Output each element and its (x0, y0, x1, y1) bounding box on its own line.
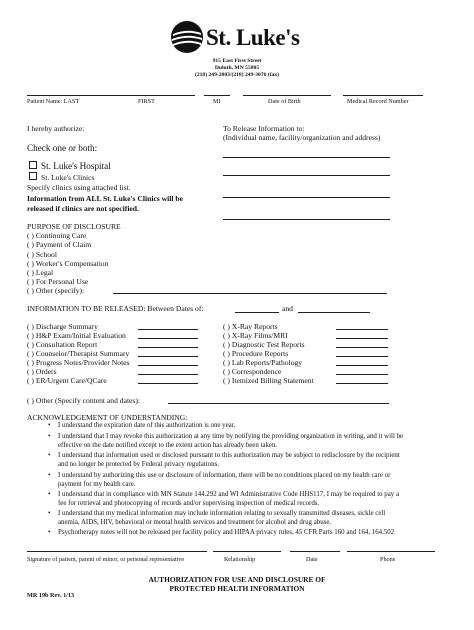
ack-item (58, 528, 394, 537)
bullet-icon: • (48, 451, 51, 459)
ack-line: I understand that my medical information may include information relating to sexually transmitted diseases, sickle cell (58, 510, 386, 517)
ack-line: effective on the date notified except to the extent action has already been taken. (58, 442, 278, 449)
signature-label: Signature of patient, parent of minor, or personal representative (27, 556, 185, 563)
left-date-line[interactable] (138, 356, 198, 357)
right-date-line[interactable] (336, 374, 388, 375)
release-item-left[interactable]: ( ) Consultation Report (27, 340, 98, 349)
revision-label: MR 19b Rev. 1/13 (27, 592, 75, 599)
release-item-left[interactable]: ( ) Counselor/Therapist Summary (27, 349, 130, 358)
label-mrn: Medical Record Number (347, 98, 409, 105)
date-line[interactable] (290, 551, 340, 552)
phone-label: Phone (380, 556, 396, 563)
clinics-checkbox[interactable] (29, 172, 37, 180)
right-date-line[interactable] (336, 365, 388, 366)
clinics-label: St. Luke's Clinics (41, 173, 95, 182)
st-lukes-logo-icon (170, 20, 204, 54)
label-mi: MI (213, 98, 221, 105)
ack-line: I understand the expiration date of this authorization is one year. (58, 422, 236, 429)
right-date-line[interactable] (336, 356, 388, 357)
date-to-line[interactable] (298, 312, 370, 313)
phone-line-field[interactable] (347, 551, 435, 552)
ack-item (58, 432, 403, 450)
mrn-line[interactable] (343, 95, 423, 96)
label-first: FIRST (138, 98, 155, 105)
release-item-right[interactable]: ( ) Correspondence (223, 367, 282, 376)
release-to-sub: (Individual name, facility/organization and address) (223, 133, 381, 142)
check-one-label: Check one or both: (27, 143, 98, 153)
release-to-line-4[interactable] (223, 219, 390, 220)
hospital-checkbox[interactable] (29, 161, 37, 169)
and-label: and (282, 304, 293, 313)
ack-line: payment for my health care. (58, 481, 136, 488)
label-last: Patient Name: LAST (27, 98, 80, 105)
bullet-icon: • (48, 490, 51, 498)
release-other[interactable]: ( ) Other (Specify content and dates): (27, 396, 141, 405)
bullet-icon: • (48, 421, 51, 429)
info-release-heading: INFORMATION TO BE RELEASED: Between Dates of: (27, 304, 204, 313)
hospital-option[interactable] (29, 161, 111, 171)
info-all-line-1: Information from ALL St. Luke's Clinics will be (27, 194, 183, 203)
patient-name-line[interactable] (27, 95, 195, 96)
relationship-line[interactable] (213, 551, 281, 552)
release-to-line-1[interactable] (223, 157, 390, 158)
release-item-left[interactable]: ( ) Discharge Summary (27, 322, 98, 331)
purpose-item[interactable]: ( ) School (27, 250, 57, 259)
label-dob: Date of Birth (268, 98, 301, 105)
ack-heading: ACKNOWLEDGEMENT OF UNDERSTANDING: (27, 413, 188, 422)
signature-line[interactable] (27, 551, 207, 552)
purpose-item[interactable]: ( ) Continuing Care (27, 231, 87, 240)
left-date-line[interactable] (138, 338, 198, 339)
hospital-label: St. Luke's Hospital (41, 161, 111, 171)
release-item-right[interactable]: ( ) Lab Reports/Pathology (223, 358, 303, 367)
left-date-line[interactable] (138, 383, 198, 384)
phone-line: (218) 249-2003/(218) 249-3076 (fax) (194, 72, 280, 78)
ack-line: anemia, AIDS, HIV, behavioral or mental health services and treatment for alcohol and drug abuse. (58, 519, 332, 526)
release-item-right[interactable]: ( ) Itemized Billing Statement (223, 376, 314, 385)
purpose-heading: PURPOSE OF DISCLOSURE (27, 222, 121, 231)
right-date-line[interactable] (336, 329, 388, 330)
left-date-line[interactable] (138, 329, 198, 330)
release-to-label: To Release Information to: (223, 124, 305, 133)
right-date-line[interactable] (336, 338, 388, 339)
ack-line: I understand that information used or disclosed pursuant to this authorization may be subject to redisclosure by the recipient (58, 452, 400, 459)
ack-item (58, 509, 385, 527)
ack-item (58, 421, 235, 430)
release-to-line-2[interactable] (223, 175, 390, 176)
ack-item (58, 490, 399, 508)
date-label: Date (306, 556, 318, 563)
release-item-right[interactable]: ( ) X-Ray Films/MRI (223, 331, 288, 340)
bullet-icon: • (48, 509, 51, 517)
left-date-line[interactable] (138, 347, 198, 348)
bullet-icon: • (48, 432, 51, 440)
specify-clinics: Specify clinics using attached list. (27, 183, 131, 192)
ack-line: I understand that I may revoke this authorization at any time by notifying the providing organization in writing, and it will be (58, 433, 404, 440)
mi-line[interactable] (204, 95, 230, 96)
release-item-left[interactable]: ( ) Orders (27, 367, 57, 376)
ack-item (58, 451, 400, 469)
release-item-left[interactable]: ( ) ER/Urgent Care/QCare (27, 376, 107, 385)
relationship-label: Relationship (224, 556, 256, 563)
ack-item (58, 471, 390, 489)
left-date-line[interactable] (138, 365, 198, 366)
brand-name: St. Luke's (206, 25, 300, 50)
right-date-line[interactable] (336, 347, 388, 348)
hereby-authorize: I hereby authorize: (27, 124, 85, 133)
date-from-line[interactable] (235, 312, 279, 313)
form-title-line-2: PROTECTED HEALTH INFORMATION (169, 584, 305, 593)
ack-line: I understand by authorizing this use or disclosure of information, there will be no conditions placed on my health care or (58, 472, 391, 479)
ack-line: Psychotherapy notes will not be released per facility policy and HIPAA privacy rules, 45 CFR Parts 160 and 164, 164.502 (58, 529, 395, 536)
bullet-icon: • (48, 471, 51, 479)
clinics-option[interactable] (29, 172, 94, 182)
release-to-line-3[interactable] (223, 197, 390, 198)
info-all-line-2: released if clinics are not specified. (27, 204, 139, 213)
ack-line: fee for retrieval and photocopying of records and/or supervising inspection of medical records. (58, 500, 320, 507)
release-item-left[interactable]: ( ) H&P Exam/Initial Evaluation (27, 331, 126, 340)
left-date-line[interactable] (138, 374, 198, 375)
purpose-item[interactable]: ( ) Legal (27, 268, 54, 277)
release-item-left[interactable]: ( ) Progress Notes/Provider Notes (27, 358, 130, 367)
ack-line: and no longer be protected by Federal privacy regulations. (58, 461, 219, 468)
address-line-2: Duluth, MN 55805 (214, 65, 260, 71)
release-item-right[interactable]: ( ) Diagnostic Test Reports (223, 340, 305, 349)
release-item-right[interactable]: ( ) X-Ray Reports (223, 322, 278, 331)
bullet-icon: • (48, 528, 51, 536)
right-date-line[interactable] (336, 383, 388, 384)
release-other-line[interactable] (168, 403, 389, 404)
purpose-item[interactable]: ( ) For Personal Use (27, 277, 89, 286)
address-line-1: 915 East First Street (212, 58, 262, 64)
ack-line: I understand that in compliance with MN Statute 144.292 and WI Administrative Code HHS117, I may be required to pay a (58, 491, 400, 498)
release-item-right[interactable]: ( ) Procedure Reports (223, 349, 289, 358)
purpose-item[interactable]: ( ) Other (specify): (27, 286, 85, 295)
dob-line[interactable] (243, 95, 331, 96)
purpose-item[interactable]: ( ) Payment of Claim (27, 240, 92, 249)
purpose-item[interactable]: ( ) Worker's Compensation (27, 259, 109, 268)
form-title-line-1: AUTHORIZATION FOR USE AND DISCLOSURE OF (148, 575, 326, 584)
purpose-other-line[interactable] (113, 293, 387, 294)
